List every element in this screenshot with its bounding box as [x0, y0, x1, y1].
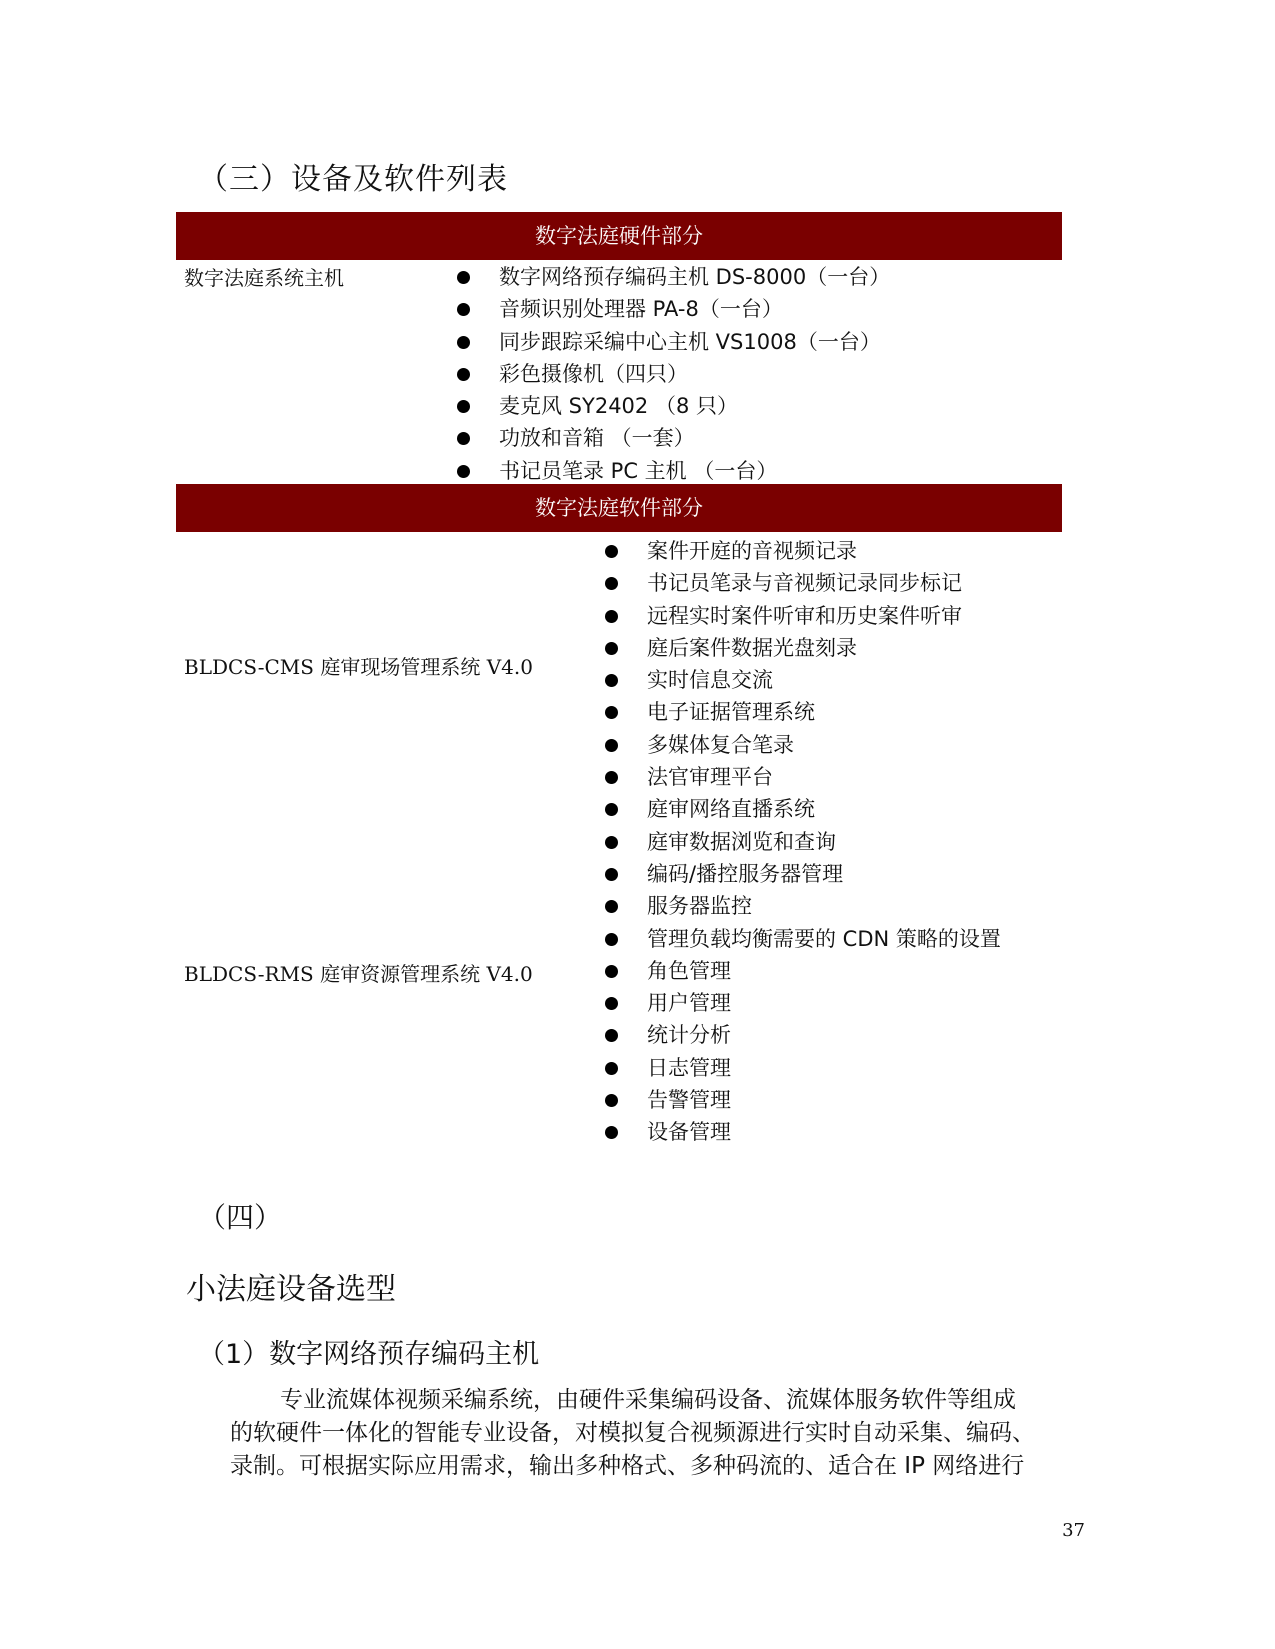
- bullet-icon: [605, 1029, 618, 1042]
- paragraph-line: 专业流媒体视频采编系统，由硬件采集编码设备、流媒体服务软件等组成: [280, 1387, 1016, 1413]
- bullet-icon: [605, 739, 618, 752]
- bullet-icon: [457, 368, 470, 381]
- small-court-title: 小法庭设备选型: [186, 1272, 396, 1307]
- bullet-icon: [605, 642, 618, 655]
- paragraph-line: 录制。可根据实际应用需求，输出多种格式、多种码流的、适合在 IP 网络进行: [230, 1453, 1025, 1479]
- bullet-icon: [605, 1126, 618, 1139]
- bullet-icon: [605, 577, 618, 590]
- hardware-banner: 数字法庭硬件部分: [176, 212, 1062, 260]
- subsection-title: （1）数字网络预存编码主机: [198, 1339, 540, 1370]
- section-four-heading: （四）: [198, 1201, 283, 1234]
- bullet-icon: [605, 965, 618, 978]
- bullet-icon: [605, 771, 618, 784]
- paragraph-line: 的软硬件一体化的智能专业设备，对模拟复合视频源进行实时自动采集、编码、: [230, 1420, 1035, 1446]
- bullet-icon: [457, 465, 470, 478]
- hardware-row-label: 数字法庭系统主机: [184, 266, 344, 290]
- bullet-icon: [457, 336, 470, 349]
- bullet-icon: [605, 900, 618, 913]
- page-number: 37: [1062, 1520, 1085, 1541]
- software-banner: 数字法庭软件部分: [176, 484, 1062, 532]
- bullet-icon: [457, 303, 470, 316]
- bullet-icon: [457, 400, 470, 413]
- bullet-icon: [457, 271, 470, 284]
- body-paragraph: [230, 1384, 1088, 1483]
- bullet-icon: [605, 674, 618, 687]
- bullet-icon: [605, 933, 618, 946]
- bullet-icon: [605, 803, 618, 816]
- bullet-icon: [457, 432, 470, 445]
- bullet-icon: [605, 706, 618, 719]
- bullet-icon: [605, 1062, 618, 1075]
- bullet-icon: [605, 610, 618, 623]
- bullet-icon: [605, 1094, 618, 1107]
- section-title: （三）设备及软件列表: [198, 162, 508, 197]
- bullet-icon: [605, 836, 618, 849]
- rms-label: BLDCS-RMS 庭审资源管理系统 V4.0: [184, 962, 533, 986]
- bullet-icon: [605, 997, 618, 1010]
- bullet-icon: [605, 868, 618, 881]
- cms-label: BLDCS-CMS 庭审现场管理系统 V4.0: [184, 655, 533, 679]
- bullet-icon: [605, 545, 618, 558]
